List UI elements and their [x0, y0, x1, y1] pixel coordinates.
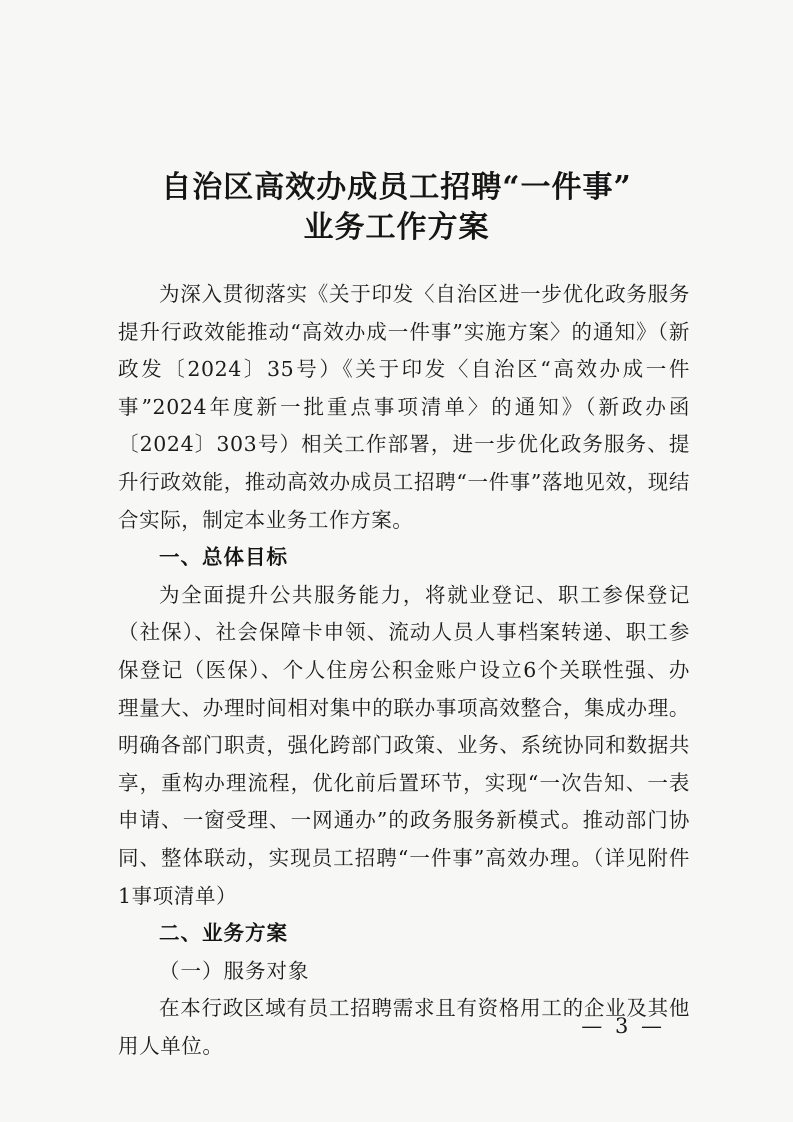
section1-heading: 一、总体目标 — [159, 545, 288, 570]
section2-sub1-heading: （一）服务对象 — [159, 958, 310, 983]
document-body — [118, 276, 690, 1065]
page-number: — 3 — — [581, 1014, 665, 1038]
intro-paragraph: 为深入贯彻落实《关于印发〈自治区进一步优化政务服务提升行政效能推动“高效办成一件事”实施方案〉的通知》（新政发〔2024〕35号）《关于印发〈自治区“高效办成一件事”2024年度新一批重点事项清单〉的通知》（新政办函〔2024〕303号）相关工作部署，进一步优化政务服务、提升行政效能，推动高效办成员工招聘“一件事”落地见效，现结合实际，制定本业务工作方案。 — [118, 282, 690, 532]
section2-heading: 二、业务方案 — [159, 921, 288, 946]
document-title-line2: 业务工作方案 — [303, 210, 490, 245]
document-title-line1: 自治区高效办成员工招聘“一件事” — [161, 170, 632, 205]
section2-sub1-paragraph: 在本行政区域有员工招聘需求且有资格用工的企业及其他用人单位。 — [118, 996, 690, 1058]
section1-paragraph: 为全面提升公共服务能力，将就业登记、职工参保登记（社保）、社会保障卡申领、流动人员人事档案转递、职工参保登记（医保）、个人住房公积金账户设立6个关联性强、办理量大、办理时间相对集中的联办事项高效整合，集成办理。明确各部门职责，强化跨部门政策、业务、系统协同和数据共享，重构办理流程，优化前后置环节，实现“一次告知、一表申请、一窗受理、一网通办”的政务服务新模式。推动部门协同、整体联动，实现员工招聘“一件事”高效办理。（详见附件1事项清单） — [118, 582, 690, 908]
